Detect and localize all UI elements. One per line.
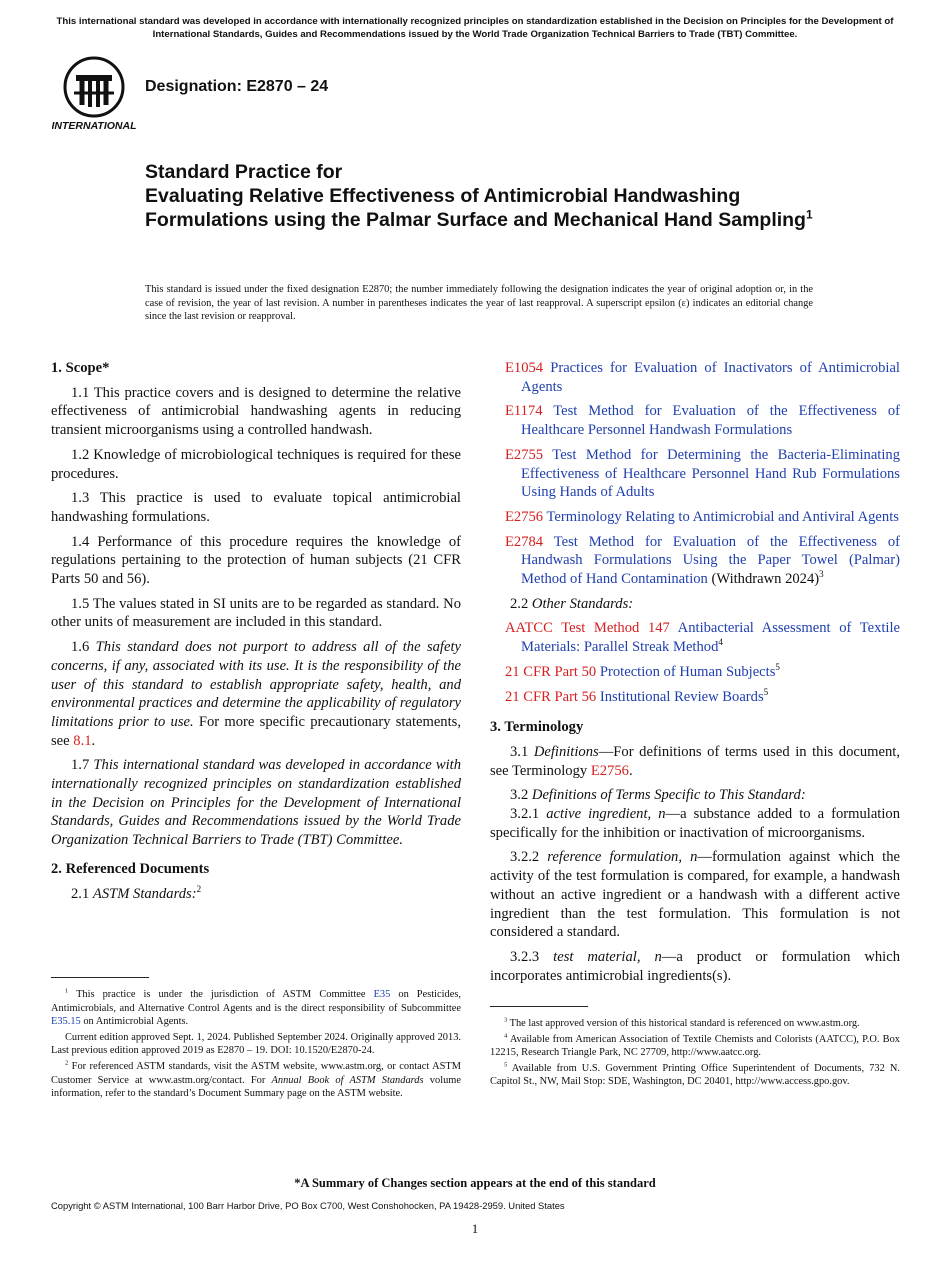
para-3-2-1: 3.2.1 active ingredient, n—a substance added to a formulation specifically for the inhibition or inactivation of microorganisms.: [490, 806, 900, 841]
reference-code-link[interactable]: E2756: [505, 508, 544, 525]
other-reference-item: [490, 663, 900, 682]
issued-note: This standard is issued under the fixed designation E2870; the number immediately following the designation indicates the year of original adoption or, in the case of revision, the year of last revision. A number in parentheses indicates the year of last reapproval. A superscript epsilon (ε) indicates an editorial change since the last revision or reapproval.: [145, 284, 813, 323]
link-e2756[interactable]: E2756: [590, 762, 629, 779]
right-column: [490, 359, 900, 991]
reference-title-link[interactable]: Practices for Evaluation of Inactivators of Antimicrobial Agents: [521, 360, 900, 395]
para-3-1: 3.1 Definitions—For definitions of terms used in this document, see Terminology E2756.: [490, 743, 900, 779]
section-3-heading: 3. Terminology: [490, 719, 584, 736]
footnote-text: Available from American Association of Textile Chemists and Colorists (AATCC), P.O. Box 12215, Research Triangle Park, NC 27709, http://www.aatcc.org.: [490, 1033, 900, 1059]
para-1-6: 1.6 This standard does not purport to address all of the safety concerns, if any, associated with its use. It is the responsibility of the user of this standard to establish appropriate safety, health, and environmental practices and determine the applicability of regulatory limitations prior to use. For more specific precautionary statements, see 8.1.: [51, 639, 461, 749]
footnote-rule-right: [490, 1006, 588, 1007]
reference-code-link[interactable]: E1054: [505, 360, 544, 376]
reference-code-link[interactable]: E1174: [505, 403, 543, 420]
reference-status: (Withdrawn 2024): [711, 571, 820, 588]
section-1-heading: 1. Scope*: [51, 360, 110, 376]
reference-title-link[interactable]: Test Method for Evaluation of the Effectiveness of Handwash Formulations Using the Paper Towel (Palmar) Method of Hand Contamination: [521, 533, 901, 588]
para-3-2: 3.2 Definitions of Terms Specific to This Standard:: [510, 787, 806, 804]
title-footnote-mark: 1: [805, 207, 813, 222]
reference-title-link[interactable]: Protection of Human Subjects: [599, 663, 776, 680]
astm-standards-list: [490, 359, 900, 589]
footnotes-left: [51, 988, 461, 1103]
footnote-item: [490, 1062, 900, 1089]
footnote-mark: 5: [504, 1061, 508, 1069]
footnote-text: Available from U.S. Government Printing Office Superintendent of Documents, 732 N. Capitol St., NW, Mail Stop: SDE, Washington, DC 20401, http://www.access.gpo.gov.: [490, 1062, 900, 1088]
page-number: 1: [471, 1221, 479, 1236]
para-1-4: 1.4 Performance of this procedure requires the knowledge of regulations pertaining to the protection of human subjects (21 CFR Parts 50 and 56).: [51, 533, 461, 588]
copyright: Copyright © ASTM International, 100 Barr Harbor Drive, PO Box C700, West Conshohocken, PA 19428-2959. United States: [51, 1200, 565, 1211]
reference-code-link[interactable]: AATCC Test Method 147: [505, 620, 670, 637]
footnote-mark: 4: [718, 637, 723, 648]
footnote-mark: 5: [775, 661, 780, 672]
footnote-item: [490, 1033, 900, 1060]
other-standards-list: [490, 619, 900, 706]
footnote-1-edition: Current edition approved Sept. 1, 2024. Published September 2024. Originally approved 2013. Last previous edition approved 2019 as E2870 – 19. DOI: 10.1520/E2870-24.: [51, 1031, 461, 1057]
footnote-1: $^1$ This practice is under the jurisdiction of ASTM Committee E35 on Pesticides, Antimicrobials, and Alternative Control Agents and is the direct responsibility of Subcommittee E35.15 on Antimicrobial Agents.: [51, 987, 461, 1028]
link-8-1[interactable]: 8.1: [73, 732, 92, 749]
para-3-2-3: 3.2.3 test material, n—a product or formulation which incorporates antimicrobial ingredients(s).: [490, 948, 900, 984]
header-notice: This international standard was developed in accordance with internationally recognized principles on standardization established in the Decision on Principles for the Development of International Standards, Guides and Recommendations issued by the World Trade Organization Technical Barriers to Trade (TBT) Committee.: [56, 16, 894, 40]
footnote-rule-left: [51, 977, 149, 978]
left-column: [51, 359, 461, 909]
other-reference-item: [490, 688, 900, 707]
link-e35[interactable]: E35: [373, 989, 391, 1000]
title-main: Evaluating Relative Effectiveness of Antimicrobial Handwashing Formulations using the Palmar Surface and Mechanical Hand Sampling$^1$: [145, 185, 813, 231]
astm-logo: [52, 55, 136, 133]
astm-reference-item: [490, 446, 900, 502]
footnotes-right: [490, 1017, 900, 1091]
astm-reference-item: [490, 359, 900, 396]
footnote-item: [490, 1017, 900, 1031]
para-2-1: 2.1 ASTM Standards:$^2$: [71, 883, 202, 902]
footnote-mark: 4: [504, 1032, 508, 1040]
title-line-1: Standard Practice for: [145, 161, 343, 183]
astm-reference-item: [490, 402, 900, 439]
reference-code-link[interactable]: 21 CFR Part 50: [505, 663, 597, 680]
designation: Designation: E2870 – 24: [145, 78, 329, 95]
other-reference-item: [490, 619, 900, 656]
para-1-3: 1.3 This practice is used to evaluate topical antimicrobial handwashing formulations.: [51, 490, 461, 525]
document-title: [145, 160, 845, 232]
reference-title-link[interactable]: Test Method for Determining the Bacteria-Eliminating Effectiveness of Healthcare Personnel Hand Rub Formulations Using Hands of Adults: [521, 446, 901, 501]
footnote-mark: 3: [504, 1016, 508, 1024]
para-1-1: 1.1 This practice covers and is designed to determine the relative effectiveness of antimicrobial handwashing agents in reducing transient microorganisms using a controlled handwash.: [51, 384, 461, 439]
logo-text: INTERNATIONAL: [52, 120, 136, 132]
footnote-mark: 5: [763, 686, 769, 697]
para-1-7: 1.7 This international standard was developed in accordance with internationally recognized principles on standardization established in the Decision on Principles for the Development of International Standards, Guides and Recommendations issued by the World Trade Organization Technical Barriers to Trade (TBT) Committee.: [51, 757, 462, 849]
reference-title-link[interactable]: Test Method for Evaluation of the Effectiveness of Healthcare Personnel Handwash Formulations: [521, 403, 900, 439]
footnote-mark: 3: [819, 569, 824, 580]
link-e35-15[interactable]: E35.15: [51, 1016, 81, 1028]
section-2-heading: 2. Referenced Documents: [51, 860, 210, 877]
footnote-2: $^2$ For referenced ASTM standards, visit the ASTM website, www.astm.org, or contact ASTM Customer Service at www.astm.org/contact. For Annual Book of ASTM Standards volume information, refer to the standard’s Document Summary page on the ASTM website.: [51, 1059, 461, 1100]
para-2-2: 2.2 Other Standards:: [510, 595, 634, 612]
reference-title-link[interactable]: Antibacterial Assessment of Textile Materials: Parallel Streak Method: [521, 620, 901, 656]
summary-of-changes-note: *A Summary of Changes section appears at the end of this standard: [294, 1176, 656, 1190]
reference-title-link[interactable]: Terminology Relating to Antimicrobial and Antiviral Agents: [546, 508, 899, 525]
reference-code-link[interactable]: 21 CFR Part 56: [505, 688, 597, 705]
astm-reference-item: [490, 508, 900, 527]
astm-reference-item: [490, 533, 900, 589]
para-1-2: 1.2 Knowledge of microbiological techniques is required for these procedures.: [51, 446, 461, 482]
reference-title-link[interactable]: Institutional Review Boards: [599, 688, 764, 705]
para-1-5: 1.5 The values stated in SI units are to be regarded as standard. No other units of measurement are included in this standard.: [51, 595, 461, 631]
reference-code-link[interactable]: E2784: [505, 533, 544, 550]
footnote-text: The last approved version of this historical standard is referenced on www.astm.org.: [509, 1018, 860, 1029]
para-3-2-2: 3.2.2 reference formulation, n—formulation against which the activity of the test formulation is compared, for example, a handwash without an active ingredient or a handwash with a different active ingredient than the test formulation. This formulation is not considered a standard.: [490, 849, 900, 941]
reference-code-link[interactable]: E2755: [505, 446, 544, 463]
